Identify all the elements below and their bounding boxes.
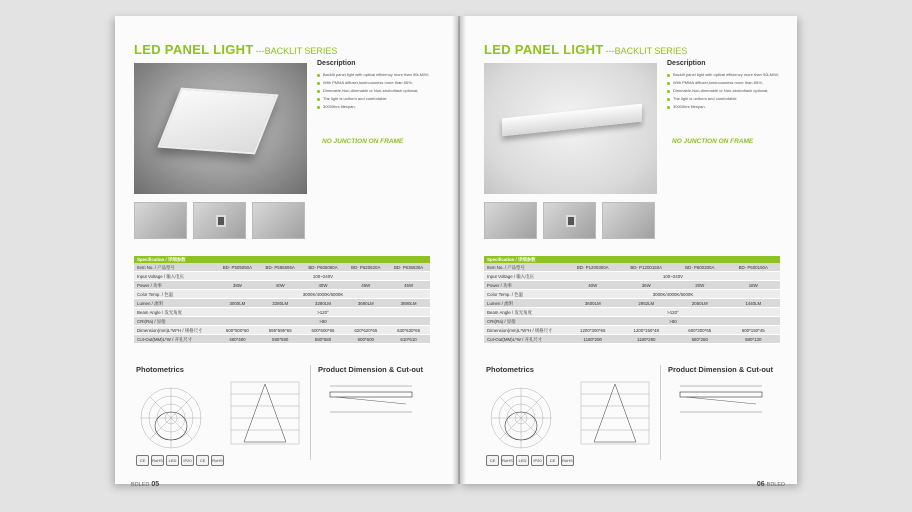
- spec-label: Dimension(mm)L*W*H / 规格尺寸: [137, 328, 203, 333]
- spec-cell: 40W: [588, 283, 598, 288]
- description-item: 30000hrs lifespan.: [667, 103, 797, 111]
- spec-cell: 500*500*60: [225, 328, 249, 333]
- spec-label: Color Temp. / 色温: [487, 292, 524, 297]
- cert-badge: IP20: [531, 455, 544, 466]
- spec-cell: 1440LM: [745, 301, 762, 306]
- photometrics-heading: Photometrics: [486, 365, 534, 374]
- spec-row: [134, 326, 430, 335]
- spec-cell: 45W: [404, 283, 414, 288]
- spec-cell: 610*610: [400, 337, 417, 342]
- spec-row: [484, 299, 780, 308]
- spec-cell: BD- P1200300A: [576, 265, 609, 270]
- spec-cell: BD- P595595A: [265, 265, 295, 270]
- clip-icon: [216, 215, 226, 227]
- description-item: With PMMA diffuser,luminousness more than 85%;: [667, 79, 797, 87]
- description-item: 30000hrs lifespan.: [317, 103, 447, 111]
- description-block: [667, 60, 797, 111]
- spec-row: [484, 272, 780, 281]
- spec-label: Input Voltage / 输入电压: [487, 274, 534, 279]
- cert-badge: RoHS: [501, 455, 514, 466]
- spec-cell: 3690LM: [400, 301, 417, 306]
- description-heading: Description: [317, 60, 356, 67]
- spec-cell: >120°: [667, 310, 679, 315]
- section-divider: [660, 365, 661, 460]
- description-item: With PMMA diffuser,luminousness more than 85%;: [317, 79, 447, 87]
- page-title: [134, 42, 337, 57]
- spec-label: Lumen / 流明: [137, 301, 163, 306]
- panel-image: [502, 104, 642, 137]
- dimension-diagram: [672, 376, 782, 426]
- spec-label: Lumen / 流明: [487, 301, 513, 306]
- cert-badge: IP20: [181, 455, 194, 466]
- title-subtitle: ---BACKLIT SERIES: [255, 46, 338, 56]
- cert-badge: LED: [516, 455, 529, 466]
- photometric-diagram: [486, 376, 656, 454]
- spec-label: Cut-Out(MM)L*W / 开孔尺寸: [137, 337, 193, 342]
- spec-cell: 1180*280: [583, 337, 602, 342]
- spec-cell: 3690LM: [357, 301, 374, 306]
- spec-label: CRI(Ra) / 显指: [137, 319, 166, 324]
- page-title: [484, 42, 687, 57]
- page-footer-left: [131, 481, 161, 488]
- spec-row: [484, 263, 780, 272]
- dimension-heading: Product Dimension & Cut-out: [668, 365, 773, 374]
- spec-row: [134, 272, 430, 281]
- spec-cell: BD- P505050A: [222, 265, 253, 270]
- footer-brand: BDLED: [131, 482, 150, 488]
- page-footer-right: [755, 481, 785, 488]
- spec-cell: 3280LM: [272, 301, 289, 306]
- catalog-page-left: [115, 16, 458, 488]
- spec-cell: 2050LM: [691, 301, 708, 306]
- detail-thumbnail: [134, 202, 187, 239]
- spec-cell: >120°: [317, 310, 329, 315]
- description-item: The light is uniform and comfortable: [317, 95, 447, 103]
- title-text: LED PANEL LIGHT: [134, 42, 254, 57]
- photometrics-heading: Photometrics: [136, 365, 184, 374]
- spec-heading: Specification / 详细参数: [134, 256, 430, 263]
- cert-badge: RoHS: [211, 455, 224, 466]
- cert-badge: LED: [166, 455, 179, 466]
- description-item: Dimmable,Non-dimmable or Non-stroboflash optional;: [667, 87, 797, 95]
- spec-cell: 600*600*65: [311, 328, 335, 333]
- spec-cell: BD- P620620A: [351, 265, 381, 270]
- description-item: Backlit panel light with optical efficiency more than 90LM/W;: [667, 71, 797, 79]
- spec-cell: BD- P600300A: [685, 265, 715, 270]
- description-heading: Description: [667, 60, 706, 67]
- spec-cell: 40W: [275, 283, 285, 288]
- spec-cell: 600*150*45: [741, 328, 765, 333]
- thumbnail-row: [484, 202, 655, 239]
- panel-image: [157, 88, 278, 155]
- description-item: Dimmable,Non-dimmable or Non-stroboflash optional;: [317, 87, 447, 95]
- spec-cell: 600*600: [357, 337, 374, 342]
- spec-cell: 630*630*65: [397, 328, 421, 333]
- detail-thumbnail: [484, 202, 537, 239]
- description-item: Backlit panel light with optical efficiency more than 90LM/W;: [317, 71, 447, 79]
- spec-label: Color Temp. / 色温: [137, 292, 174, 297]
- spec-cell: 595*595*65: [268, 328, 292, 333]
- spec-cell: 100~240V: [312, 274, 334, 279]
- description-block: [317, 60, 447, 111]
- spec-row: [484, 290, 780, 299]
- cert-badge: RoHS: [561, 455, 574, 466]
- spec-row: [134, 317, 430, 326]
- spec-label: Beam Angle / 发光角度: [137, 310, 182, 315]
- spec-cell: 3280LM: [315, 301, 331, 306]
- spec-cell: BD- P636630A: [393, 265, 424, 270]
- certification-row: [486, 455, 574, 466]
- spec-cell: 620*620*65: [354, 328, 378, 333]
- spec-label: Dimension(mm)L*W*H / 规格尺寸: [487, 328, 553, 333]
- cert-badge: CE: [546, 455, 559, 466]
- spec-cell: BD- P600150A: [738, 265, 768, 270]
- spec-label: Beam Angle / 发光角度: [487, 310, 532, 315]
- dimension-heading: Product Dimension & Cut-out: [318, 365, 423, 374]
- spec-label: Input Voltage / 输入电压: [137, 274, 184, 279]
- title-subtitle: ---BACKLIT SERIES: [605, 46, 688, 56]
- spec-cell: 580*580: [272, 337, 289, 342]
- spec-label: Item No. / 产品型号: [487, 265, 525, 270]
- spec-cell: 100~240V: [662, 274, 684, 279]
- thumbnail-row: [134, 202, 305, 239]
- spec-row: [134, 335, 430, 344]
- detail-thumbnail: [543, 202, 596, 239]
- spec-table: [484, 256, 780, 344]
- spec-cell: 580*580: [314, 337, 332, 342]
- spec-cell: BD- P606060A: [308, 265, 338, 270]
- spec-label: Cut-Out(MM)L*W / 开孔尺寸: [487, 337, 543, 342]
- spec-label: CRI(Ra) / 显指: [487, 319, 516, 324]
- spec-cell: 580*280: [691, 337, 708, 342]
- spec-label: Item No. / 产品型号: [137, 265, 175, 270]
- detail-thumbnail: [252, 202, 305, 239]
- cert-badge: CE: [196, 455, 209, 466]
- footer-brand: BDLED: [766, 482, 785, 488]
- spec-cell: 480*480: [229, 337, 246, 342]
- description-list: [667, 71, 797, 111]
- detail-thumbnail: [193, 202, 246, 239]
- spec-row: [134, 299, 430, 308]
- spec-cell: 18W: [748, 283, 758, 288]
- spec-cell: 3600LM: [584, 301, 601, 306]
- spec-label: Power / 功率: [487, 283, 512, 288]
- spec-row: [134, 281, 430, 290]
- page-content-left: [132, 16, 432, 484]
- spec-row: [484, 308, 780, 317]
- cert-badge: RoHS: [151, 455, 164, 466]
- clip-icon: [566, 215, 576, 227]
- page-number: 05: [151, 481, 160, 488]
- page-number: 06: [756, 481, 765, 488]
- description-item: The light is uniform and comfortable: [667, 95, 797, 103]
- spec-cell: 3000K/4000K/6000K: [652, 292, 694, 297]
- spec-row: [484, 281, 780, 290]
- spec-cell: BD- P1200150A: [630, 265, 663, 270]
- cert-badge: CE: [136, 455, 149, 466]
- spec-cell: 3000LM: [229, 301, 246, 306]
- photometric-diagram: [136, 376, 306, 454]
- spec-cell: 1200*150*48: [633, 328, 659, 333]
- spec-table: [134, 256, 430, 344]
- book-spine: [452, 16, 466, 484]
- section-divider: [310, 365, 311, 460]
- title-text: LED PANEL LIGHT: [484, 42, 604, 57]
- detail-thumbnail: [602, 202, 655, 239]
- spec-cell: 600*300*65: [688, 328, 712, 333]
- page-content-right: [482, 16, 782, 484]
- spec-cell: 36W: [641, 283, 651, 288]
- spec-cell: 45W: [361, 283, 371, 288]
- spec-cell: >80: [669, 319, 677, 324]
- spec-cell: 1200*300*65: [580, 328, 606, 333]
- spec-cell: 38W: [232, 283, 242, 288]
- spec-row: [134, 290, 430, 299]
- product-photo: [484, 63, 657, 194]
- spec-rows: [134, 263, 430, 344]
- product-photo: [134, 63, 307, 194]
- certification-row: [136, 455, 224, 466]
- slogan: NO JUNCTION ON FRAME: [322, 138, 404, 145]
- spec-cell: 3000K/4000K/6000K: [302, 292, 344, 297]
- spec-row: [484, 335, 780, 344]
- spec-row: [484, 317, 780, 326]
- spec-heading: Specification / 详细参数: [484, 256, 780, 263]
- spec-row: [484, 326, 780, 335]
- catalog-page-right: [460, 16, 797, 488]
- spec-cell: 580*130: [745, 337, 762, 342]
- cert-badge: CE: [486, 455, 499, 466]
- spec-row: [134, 308, 430, 317]
- spec-cell: 40W: [318, 283, 328, 288]
- spec-row: [134, 263, 430, 272]
- dimension-diagram: [322, 376, 432, 426]
- spec-cell: 2952LM: [638, 301, 655, 306]
- spec-rows: [484, 263, 780, 344]
- spec-cell: 1180*280: [637, 337, 656, 342]
- slogan: NO JUNCTION ON FRAME: [672, 138, 754, 145]
- spec-cell: 20W: [695, 283, 705, 288]
- spec-label: Power / 功率: [137, 283, 162, 288]
- description-list: [317, 71, 447, 111]
- spec-cell: >80: [319, 319, 327, 324]
